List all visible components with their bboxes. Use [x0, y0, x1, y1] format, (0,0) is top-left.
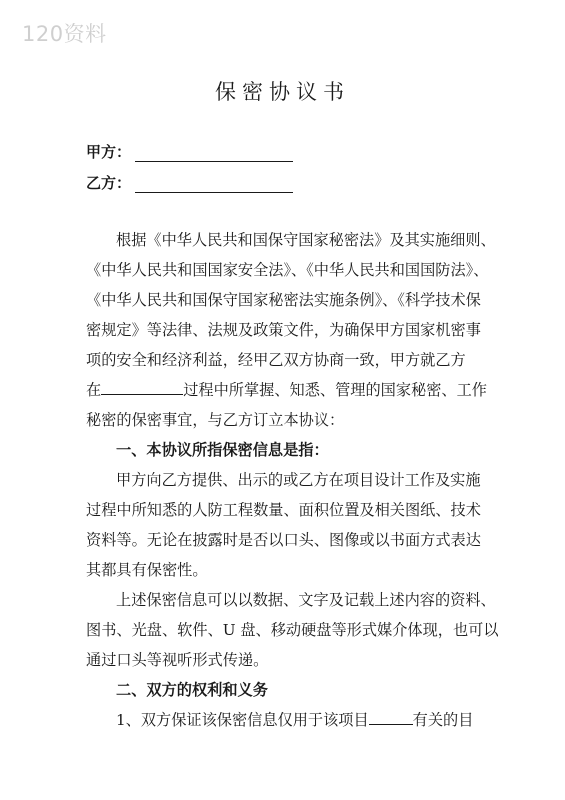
paragraph-line: 项的安全和经济利益，经甲乙双方协商一致，甲方就乙方	[86, 351, 466, 369]
paragraph-text: 有关的目	[412, 711, 474, 729]
paragraph-line: 秘密的保密事宜，与乙方订立本协议：	[86, 411, 345, 429]
paragraph-text: 在	[86, 381, 102, 399]
paragraph-line: 《中华人民共和国保守国家秘密法实施条例》、《科学技术保	[86, 291, 481, 309]
paragraph-line: 根据《中华人民共和国保守国家秘密法》及其实施细则、	[116, 231, 496, 249]
section-heading-2: 二、双方的权利和义务	[116, 681, 268, 699]
party-b-field	[86, 172, 293, 193]
paragraph-line: 《中华人民共和国国家安全法》、《中华人民共和国国防法》、	[86, 261, 489, 279]
party-a-label: 甲方：	[86, 143, 132, 161]
party-b-blank	[135, 176, 293, 193]
party-a-blank	[135, 145, 293, 162]
party-b-label: 乙方：	[86, 174, 132, 192]
section-heading-1: 一、本协议所指保密信息是指：	[116, 441, 329, 459]
document-title: 保密协议书	[215, 80, 350, 104]
paragraph-line: 密规定》等法律、法规及政策文件，为确保甲方国家机密事	[86, 321, 481, 339]
paragraph-line: 过程中所知悉的人防工程数量、面积位置及相关图纸、技术	[86, 501, 481, 519]
watermark-logo: 120资料	[22, 22, 107, 46]
project-name-blank	[369, 710, 413, 725]
party-a-field	[86, 141, 293, 162]
paragraph-line: 甲方向乙方提供、出示的或乙方在项目设计工作及实施	[116, 471, 481, 489]
paragraph-line	[86, 379, 486, 400]
paragraph-line: 其都具有保密性。	[86, 561, 208, 579]
paragraph-line: 图书、光盘、软件、U 盘、移动硬盘等形式媒介体现，也可以	[86, 621, 499, 639]
paragraph-text: 过程中所掌握、知悉、管理的国家秘密、工作	[183, 381, 487, 399]
project-blank	[101, 380, 183, 395]
paragraph-line: 上述保密信息可以以数据、文字及记载上述内容的资料、	[116, 591, 496, 609]
paragraph-text: 1、双方保证该保密信息仅用于该项目	[116, 711, 369, 729]
paragraph-line	[116, 709, 516, 730]
paragraph-line: 通过口头等视听形式传递。	[86, 651, 269, 669]
paragraph-line: 资料等。无论在披露时是否以口头、图像或以书面方式表达	[86, 531, 481, 549]
